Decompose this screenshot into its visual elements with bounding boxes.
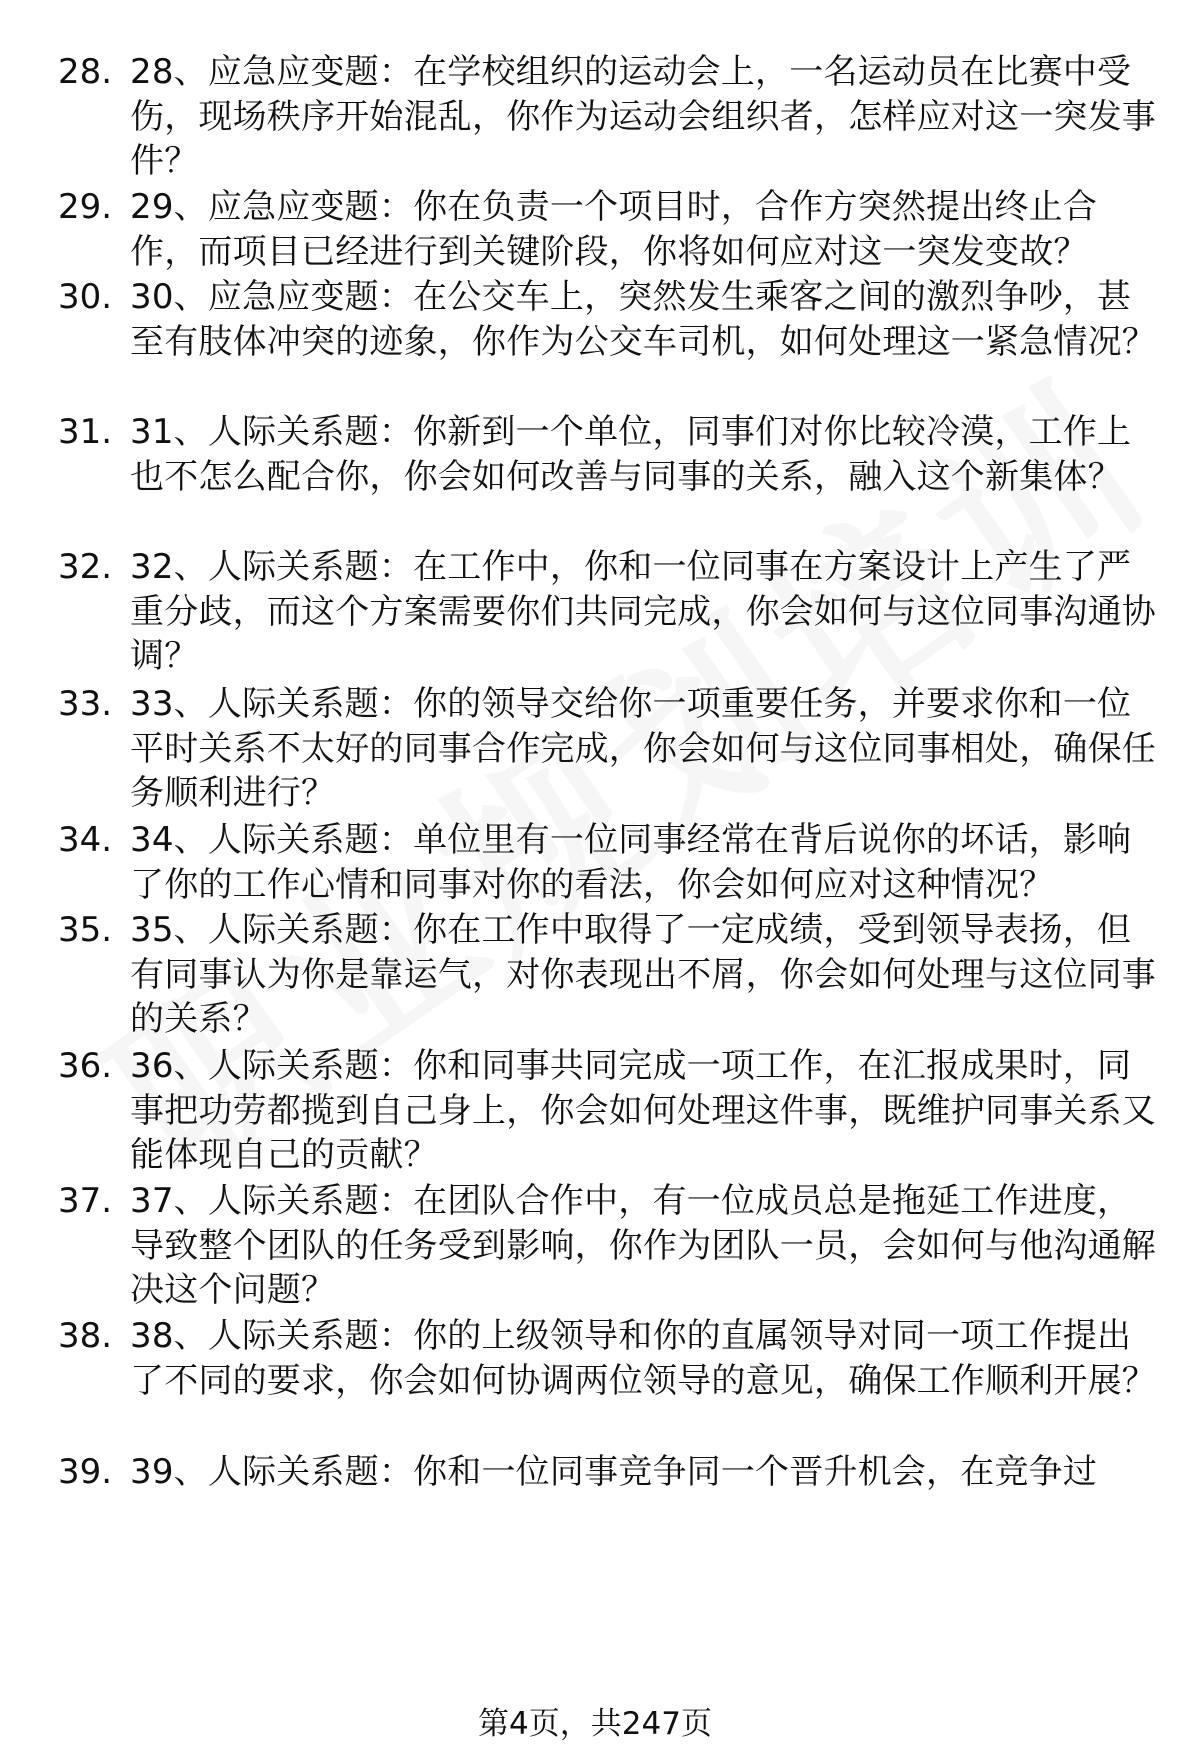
question-text: 33、人际关系题：你的领导交给你一项重要任务，并要求你和一位平时关系不太好的同事合作完成，你会如何与这位同事相处，确保任务顺利进行？ bbox=[130, 684, 1156, 813]
question-text: 28、应急应变题：在学校组织的运动会上，一名运动员在比赛中受伤，现场秩序开始混乱，你作为运动会组织者，怎样应对这一突发事件？ bbox=[130, 52, 1156, 181]
page-footer: 第4页，共247页 bbox=[478, 1706, 712, 1742]
question-number: 28. bbox=[58, 52, 113, 92]
question-number: 39. bbox=[58, 1452, 113, 1492]
question-number: 36. bbox=[58, 1046, 113, 1086]
question-number: 29. bbox=[58, 187, 113, 227]
question-text: 34、人际关系题：单位里有一位同事经常在背后说你的坏话，影响了你的工作心情和同事对你的看法，你会如何应对这种情况？ bbox=[130, 820, 1132, 905]
question-text: 37、人际关系题：在团队合作中，有一位成员总是拖延工作进度，导致整个团队的任务受到影响，你作为团队一员，会如何与他沟通解决这个问题？ bbox=[130, 1181, 1156, 1310]
question-text: 39、人际关系题：你和一位同事竞争同一个晋升机会，在竞争过 bbox=[130, 1452, 1098, 1492]
question-number: 31. bbox=[58, 412, 113, 452]
question-number: 32. bbox=[58, 547, 113, 587]
question-text: 30、应急应变题：在公交车上，突然发生乘客之间的激烈争吵，甚至有肢体冲突的迹象，你作为公交车司机，如何处理这一紧急情况？ bbox=[130, 277, 1156, 362]
question-number: 33. bbox=[58, 684, 113, 724]
question-text: 29、应急应变题：你在负责一个项目时，合作方突然提出终止合作，而项目已经进行到关键阶段，你将如何应对这一突发变故？ bbox=[130, 187, 1098, 272]
question-text: 32、人际关系题：在工作中，你和一位同事在方案设计上产生了严重分歧，而这个方案需要你们共同完成，你会如何与这位同事沟通协调？ bbox=[130, 547, 1156, 676]
question-number: 37. bbox=[58, 1181, 113, 1221]
question-text: 36、人际关系题：你和同事共同完成一项工作，在汇报成果时，同事把功劳都揽到自己身上，你会如何处理这件事，既维护同事关系又能体现自己的贡献？ bbox=[130, 1046, 1156, 1175]
question-text: 35、人际关系题：你在工作中取得了一定成绩，受到领导表扬，但有同事认为你是靠运气，对你表现出不屑，你会如何处理与这位同事的关系？ bbox=[130, 910, 1156, 1039]
question-number: 38. bbox=[58, 1316, 113, 1356]
question-number: 30. bbox=[58, 277, 113, 317]
question-text: 38、人际关系题：你的上级领导和你的直属领导对同一项工作提出了不同的要求，你会如何协调两位领导的意见，确保工作顺利开展？ bbox=[130, 1316, 1156, 1401]
question-number: 34. bbox=[58, 820, 113, 860]
question-number: 35. bbox=[58, 910, 113, 950]
question-text: 31、人际关系题：你新到一个单位，同事们对你比较冷漠，工作上也不怎么配合你，你会如何改善与同事的关系，融入这个新集体？ bbox=[130, 412, 1132, 497]
